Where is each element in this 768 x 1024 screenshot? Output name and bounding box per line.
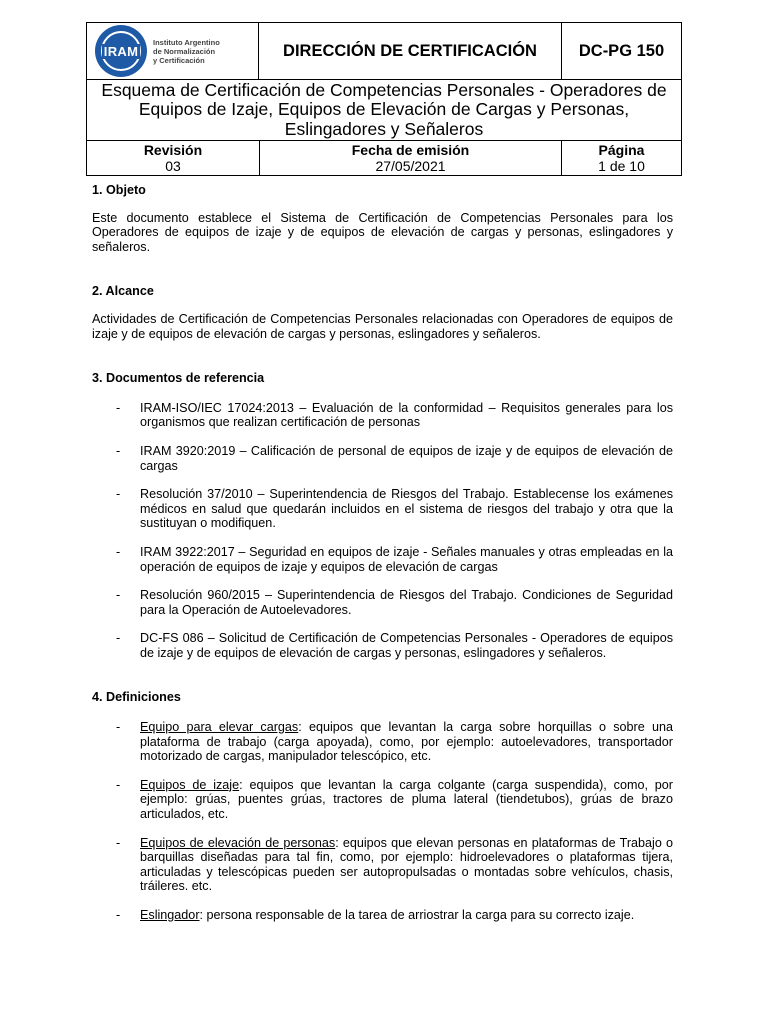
definition-term: Eslingador: [140, 908, 200, 922]
document-body: [92, 183, 673, 923]
list-item: [92, 588, 673, 617]
list-item: [92, 545, 673, 574]
section-objeto-title: 1. Objeto: [92, 183, 146, 197]
reference-text: Resolución 37/2010 – Superintendencia de Riesgos del Trabajo. Establecense los exámenes médicos en salud que quedarán incluidos en el sistema de riesgos del trabajo y otra que la sustituyan o modifiquen.: [140, 487, 673, 531]
document-title: Esquema de Certificación de Competencias Personales - Operadores de Equipos de Izaje, Equipos de Elevación de Cargas y Personas, Eslingadores y Señaleros: [87, 80, 681, 141]
logo-line-3: y Certificación: [153, 55, 205, 65]
revision-cell: [87, 141, 260, 175]
section-alcance-text: Actividades de Certificación de Competencias Personales relacionadas con Operadores de equipos de izaje y de equipos de elevación de cargas y personas, eslingadores y señaleros.: [92, 311, 673, 341]
department-title: DIRECCIÓN DE CERTIFICACIÓN: [259, 23, 562, 79]
list-item: [92, 720, 673, 764]
list-item: [92, 778, 673, 822]
logo-line-2: de Normalización: [153, 46, 216, 56]
bullet-dash: -: [116, 544, 121, 559]
list-item: [92, 908, 673, 923]
bullet-dash: -: [116, 777, 121, 792]
header-top-row: [87, 23, 681, 80]
issue-date-value: 27/05/2021: [375, 158, 446, 174]
bullet-dash: -: [116, 443, 121, 458]
revision-label: Revisión: [143, 142, 203, 158]
definition-text: : equipos que elevan personas en plataformas de Trabajo o barquillas diseñadas para tal fin, como, por ejemplo: hidroelevadores o plataformas tijera, articuladas y telescópicas pueden ser autopropulsadas o montadas sobre vehículos, chasis, tráileres. etc.: [140, 835, 673, 894]
bullet-dash: -: [116, 588, 121, 603]
section-alcance-title: 2. Alcance: [92, 284, 154, 299]
bullet-dash: -: [116, 631, 121, 646]
issue-date-cell: [260, 141, 562, 175]
page-label: Página: [598, 142, 645, 158]
bullet-dash: -: [116, 908, 121, 922]
list-item: [92, 401, 673, 430]
page-cell: [562, 141, 681, 175]
logo-cell: [87, 23, 259, 79]
definition-term: Equipos de elevación de personas: [140, 835, 336, 850]
document-code: DC-PG 150: [578, 41, 665, 60]
bullet-dash: -: [116, 835, 121, 850]
section-referencias-title: 3. Documentos de referencia: [92, 371, 265, 386]
reference-text: DC-FS 086 – Solicitud de Certificación de Competencias Personales - Operadores de equipos de izaje y de equipos de elevación de cargas y personas, eslingadores y señaleros.: [140, 631, 673, 660]
page-number: 1 de 10: [598, 158, 645, 174]
section-definiciones-title: 4. Definiciones: [92, 690, 181, 705]
revision-value: 03: [165, 158, 181, 174]
header-meta-row: [87, 141, 681, 175]
definition-term: Equipo para elevar cargas: [140, 720, 299, 735]
definition-list: [92, 720, 673, 923]
bullet-dash: -: [116, 720, 121, 735]
reference-text: IRAM 3922:2017 – Seguridad en equipos de izaje - Señales manuales y otras empleadas en la operación de equipos de izaje y equipos de elevación de cargas: [140, 544, 673, 574]
document-header: [86, 22, 682, 176]
definition-term: Equipos de izaje: [140, 777, 240, 792]
bullet-dash: -: [116, 487, 121, 502]
logo-brand: IRAM: [103, 43, 139, 59]
reference-text: Resolución 960/2015 – Superintendencia de Riesgos del Trabajo. Condiciones de Seguridad para la Operación de Autoelevadores.: [140, 588, 673, 617]
reference-text: IRAM 3920:2019 – Calificación de personal de equipos de izaje y de equipos de elevación de cargas: [140, 443, 673, 473]
definition-text: : persona responsable de la tarea de arriostrar la carga para su correcto izaje.: [199, 908, 635, 922]
issue-date-label: Fecha de emisión: [351, 142, 470, 158]
definition-text: : equipos que levantan la carga sobre horquillas o sobre una plataforma de trabajo (carga apoyada), como, por ejemplo: autoelevadores, transportador motorizado de cargas, manipulador telescópico, etc.: [140, 720, 673, 764]
logo-line-1: Instituto Argentino: [153, 37, 220, 47]
reference-text: IRAM-ISO/IEC 17024:2013 – Evaluación de la conformidad – Requisitos generales para los organismos que realizan certificación de personas: [140, 400, 673, 430]
bullet-dash: -: [116, 400, 121, 415]
logo-caption: [153, 38, 220, 65]
list-item: [92, 487, 673, 531]
section-objeto-text: Este documento establece el Sistema de Certificación de Competencias Personales para los Operadores de equipos de izaje y de equipos de elevación de cargas y personas, eslingadores y señaleros.: [92, 210, 673, 254]
list-item: [92, 444, 673, 473]
definition-text: : equipos que levantan la carga colgante (carga suspendida), como, por ejemplo: grúas, puentes grúas, tractores de pluma lateral (tiendetubos), grúas de brazo articulados, etc.: [140, 777, 673, 822]
reference-list: [92, 401, 673, 661]
list-item: [92, 631, 673, 660]
list-item: [92, 836, 673, 894]
iram-logo-icon: [95, 25, 147, 77]
